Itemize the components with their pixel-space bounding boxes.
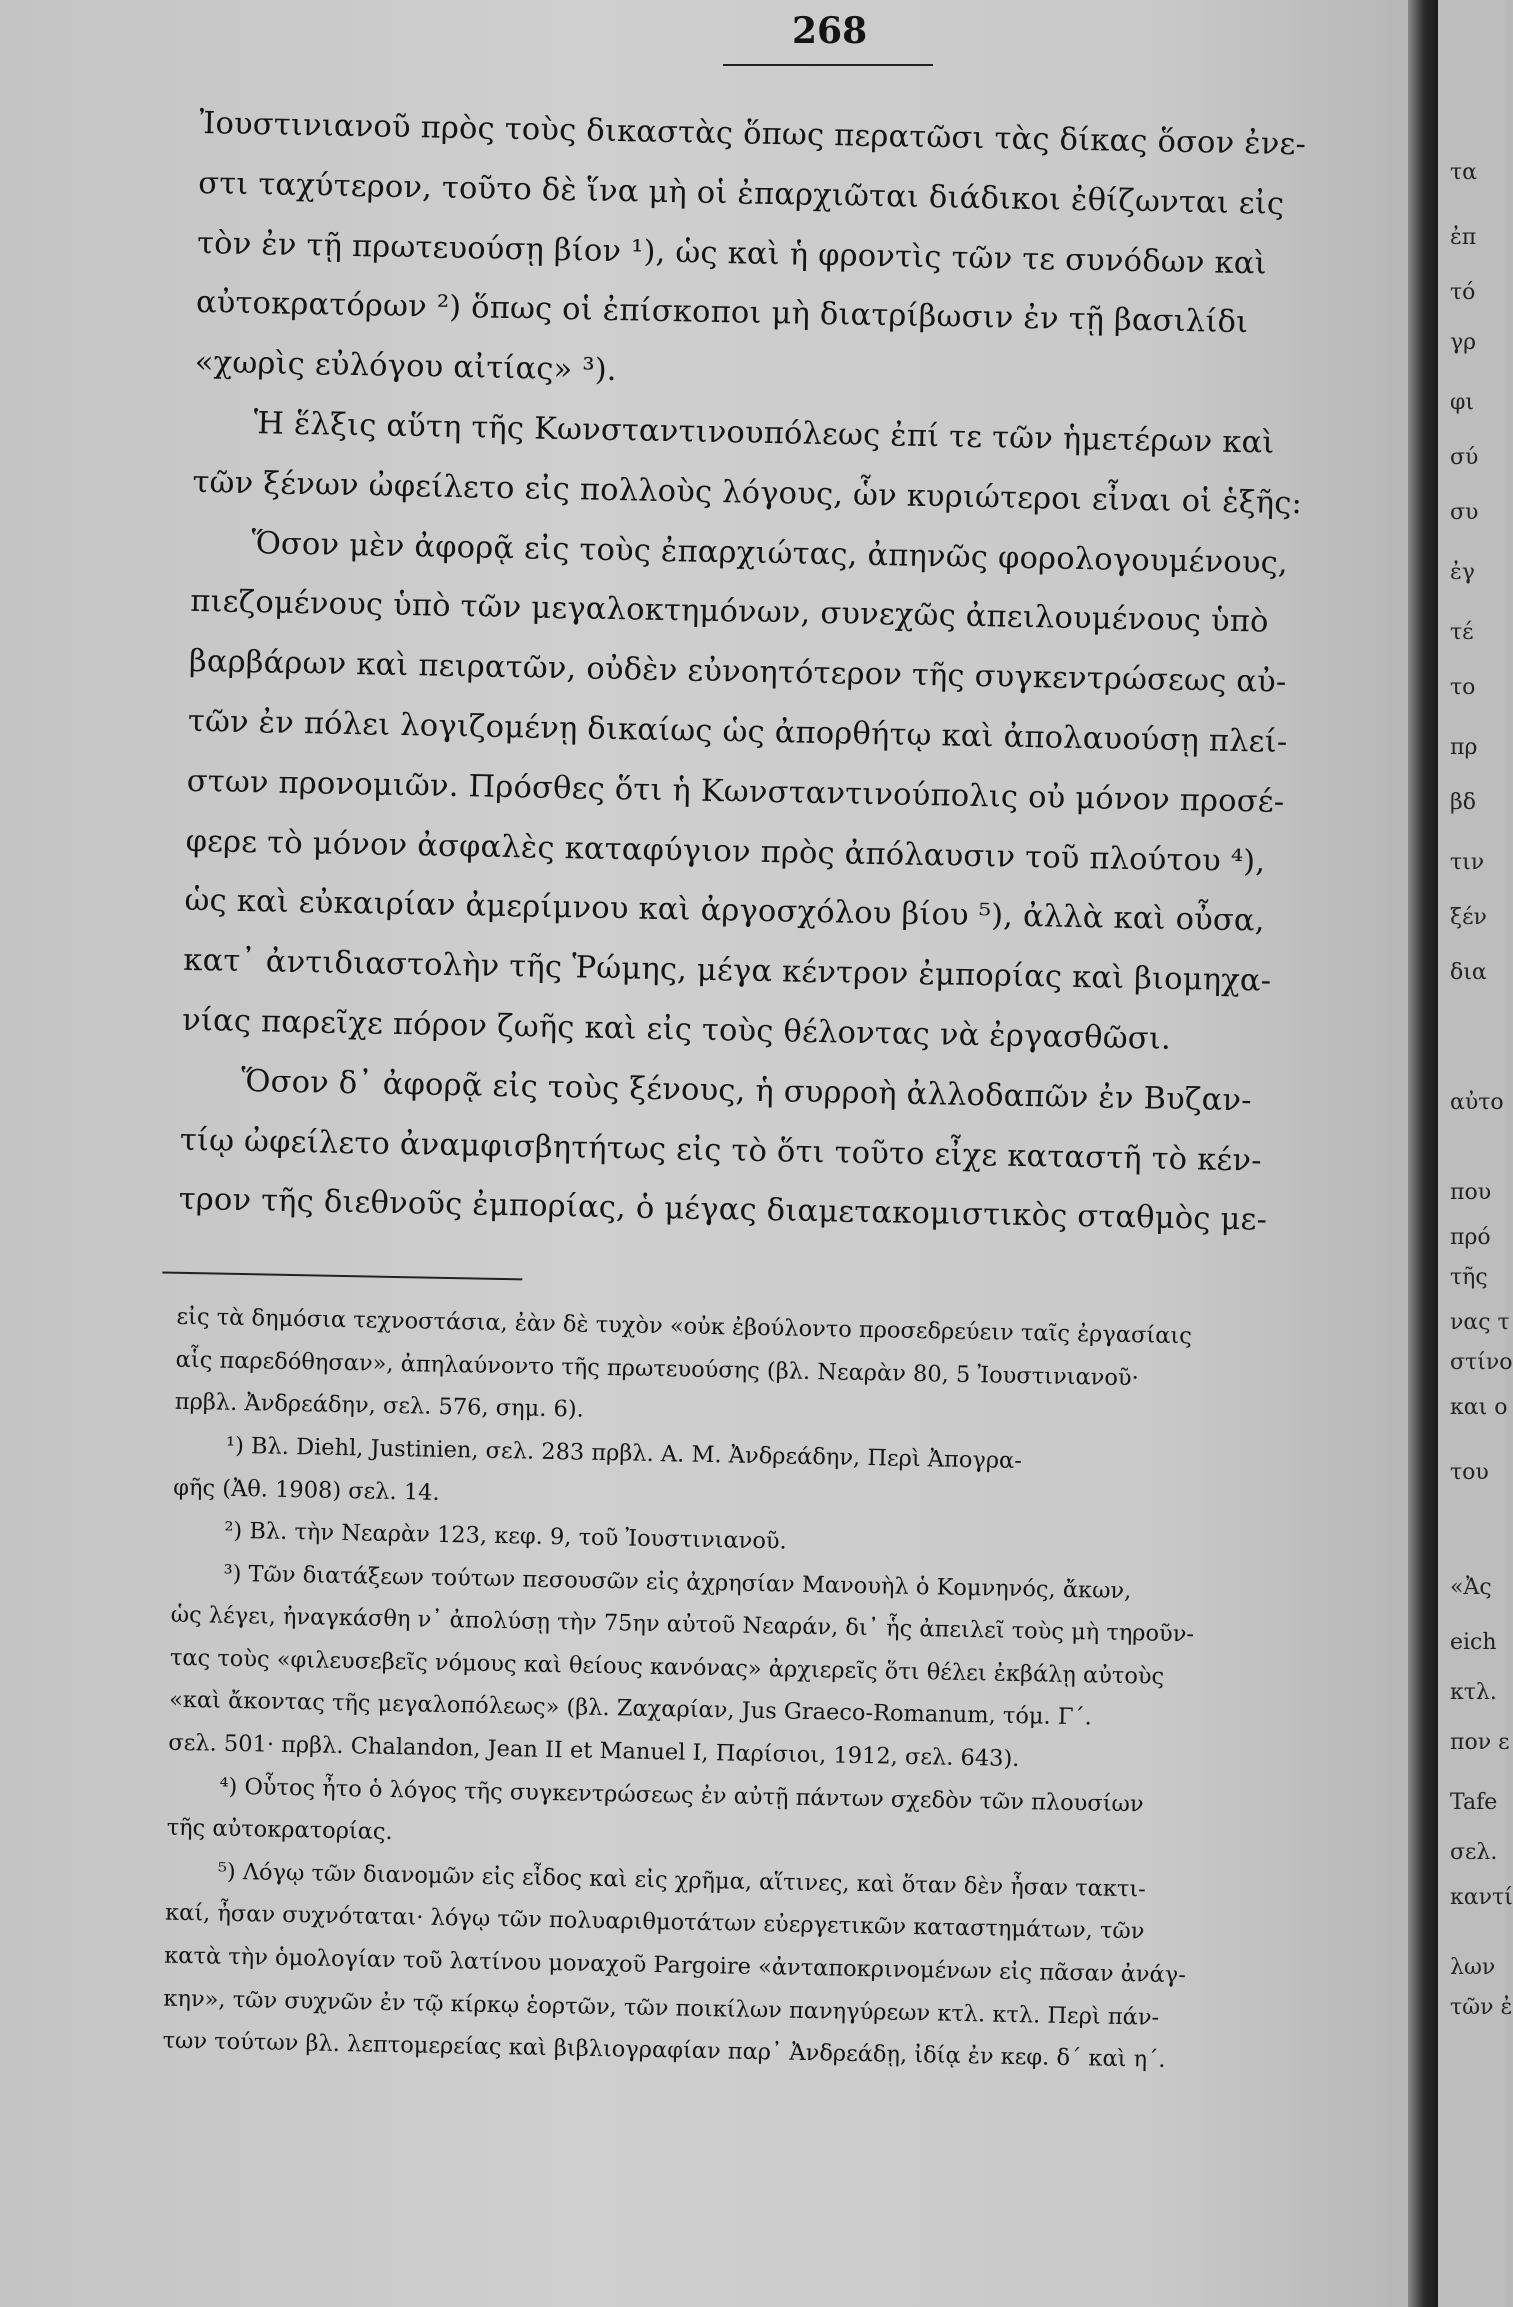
facing-page-fragment: σελ. <box>1450 1840 1498 1865</box>
footnote-line: ⁴) Οὗτος ἦτο ὁ λόγος τῆς συγκεντρώσεως ἐν αὐτῇ πάντων σχεδὸν τῶν πλουσίων <box>219 1773 1144 1818</box>
footnote-line: εἰς τὰ δημόσια τεχνοστάσια, ἐὰν δὲ τυχὸν «οὐκ ἐβούλοντο προσεδρεύειν ταῖς ἐργασίαις <box>176 1303 1193 1350</box>
body-line: νίας παρεῖχε πόρον ζωῆς καὶ εἰς τοὺς θέλοντας νὰ ἐργασθῶσι. <box>181 1002 1172 1057</box>
book-binding-gutter <box>1408 0 1438 2307</box>
footnote-line: ³) Τῶν διατάξεων τούτων πεσουσῶν εἰς ἀχρησίαν Μανουὴλ ὁ Κομνηνός, ἄκων, <box>223 1560 1132 1604</box>
footnote-line: τας τοὺς «φιλευσεβεῖς νόμους καὶ θείους κανόνας» ἀρχιερεῖς ὅτι θέλει ἐκβάλῃ αὐτοὺς <box>169 1644 1165 1690</box>
facing-page-fragment: Tafe <box>1450 1790 1498 1815</box>
footnote-line: καί, ἦσαν συχνόταται· λόγῳ τῶν πολυαριθμοτάτων εὐεργετικῶν καταστημάτων, τῶν <box>164 1900 1145 1945</box>
body-line: Ὅσον μὲν ἀφορᾷ εἰς τοὺς ἐπαρχιώτας, ἀπηνῶς φορολογουμένους, <box>251 525 1289 581</box>
footnote-line: ²) Βλ. τὴν Νεαρὰν 123, κεφ. 9, τοῦ Ἰουστινιανοῦ. <box>224 1517 787 1555</box>
facing-page-fragment: τό <box>1450 280 1476 305</box>
facing-page-fragment: ἐγ <box>1450 560 1475 585</box>
body-line: «χωρὶς εὐλόγου αἰτίας» ³). <box>194 345 618 389</box>
body-line: αὐτοκρατόρων ²) ὅπως οἱ ἐπίσκοποι μὴ διατρίβωσιν ἐν τῇ βασιλίδι <box>195 285 1249 341</box>
facing-page-fragment: τῶν ἐ <box>1450 1995 1513 2020</box>
footnote-rule <box>162 1272 522 1281</box>
body-line: Ἡ ἕλξις αὕτη τῆς Κωνσταντινουπόλεως ἐπί τε τῶν ἡμετέρων καὶ <box>253 406 1275 461</box>
facing-page-fragment: πρό <box>1450 1225 1491 1250</box>
body-line: τρον τῆς διεθνοῦς ἐμπορίας, ὁ μέγας διαμετακομιστικὸς σταθμὸς με- <box>178 1182 1268 1239</box>
body-line: ὡς καὶ εὐκαιρίαν ἀμερίμνου καὶ ἀργοσχόλου βίου ⁵), ἀλλὰ καὶ οὖσα, <box>184 883 1265 939</box>
facing-page-fragment: λων <box>1450 1955 1496 1980</box>
footnotes <box>162 1272 1377 2086</box>
facing-page-fragment: σύ <box>1450 445 1479 470</box>
body-text <box>178 94 1400 1253</box>
facing-page-fragment: καντί <box>1450 1885 1513 1910</box>
body-line: τίῳ ὠφείλετο ἀναμφισβητήτως εἰς τὸ ὅτι τοῦτο εἶχε καταστῆ τὸ κέν- <box>179 1122 1263 1179</box>
footnote-line: φῆς (Ἀθ. 1908) σελ. 14. <box>172 1474 440 1506</box>
body-line: κατ᾿ ἀντιδιαστολὴν τῆς Ῥώμης, μέγα κέντρον ἐμπορίας καὶ βιομηχα- <box>183 942 1272 999</box>
footnote-line: ⁵) Λόγῳ τῶν διανομῶν εἰς εἶδος καὶ εἰς χρῆμα, αἵτινες, καὶ ὅταν δὲν ἦσαν τακτι- <box>217 1858 1147 1903</box>
facing-page-fragment: και ο <box>1450 1395 1508 1420</box>
footnote-line: πρβλ. Ἀνδρεάδην, σελ. 576, σημ. 6). <box>174 1389 585 1423</box>
facing-page-edge <box>1438 0 1513 2307</box>
facing-page-fragment: το <box>1450 675 1476 700</box>
body-line: στων προνομιῶν. Πρόσθες ὅτι ἡ Κωνσταντινούπολις οὐ μόνον προσέ- <box>186 763 1285 820</box>
facing-page-fragment: ἐπ <box>1450 225 1477 250</box>
facing-page-fragment: πρ <box>1450 735 1478 760</box>
page-number-rule <box>723 64 933 66</box>
page-number: 268 <box>792 10 868 52</box>
footnote-line: των τούτων βλ. λεπτομερείας καὶ βιβλιογραφίαν παρ᾿ Ἀνδρεάδῃ, ἰδίᾳ ἐν κεφ. δ´ καὶ η´. <box>162 2027 1166 2074</box>
page-content <box>162 94 1400 2086</box>
body-line: φερε τὸ μόνον ἀσφαλὲς καταφύγιον πρὸς ἀπόλαυσιν τοῦ πλούτου ⁴), <box>185 823 1266 880</box>
facing-page-fragment: αὐτο <box>1450 1090 1504 1115</box>
facing-page-fragment: eich <box>1450 1630 1497 1655</box>
body-line: στι ταχύτερον, τοῦτο δὲ ἵνα μὴ οἱ ἐπαρχιῶται διάδικοι ἐθίζωνται εἰς <box>197 165 1285 222</box>
footnote-line: «καὶ ἄκοντας τῆς μεγαλοπόλεως» (βλ. Ζαχαρίαν, Jus Graeco-Romanum, τόμ. Γ´. <box>168 1687 1093 1731</box>
facing-page-fragment: κτλ. <box>1450 1680 1497 1705</box>
facing-page-fragment: τιν <box>1450 850 1485 875</box>
footnote-lines <box>162 1296 1376 2086</box>
footnote-line: αἷς παρεδόθησαν», ἀπηλαύνοντο τῆς πρωτευούσης (βλ. Νεαρὰν 80, 5 Ἰουστινιανοῦ· <box>175 1346 1139 1391</box>
body-line: τὸν ἐν τῇ πρωτευούσῃ βίον ¹), ὡς καὶ ἡ φροντὶς τῶν τε συνόδων καὶ <box>196 225 1268 282</box>
facing-page-fragment: συ <box>1450 500 1479 525</box>
facing-page-fragment: πον ε <box>1450 1730 1510 1755</box>
body-line: πιεζομένους ὑπὸ τῶν μεγαλοκτημόνων, συνεχῶς ἀπειλουμένους ὑπὸ <box>189 584 1269 640</box>
facing-page-fragment: γρ <box>1450 330 1477 355</box>
footnote-line: κατὰ τὴν ὁμολογίαν τοῦ λατίνου μοναχοῦ Pargoire «ἀνταποκρινομένων εἰς πᾶσαν ἀνάγ- <box>164 1942 1187 1989</box>
facing-page-fragment: νας τ <box>1450 1310 1510 1335</box>
body-line: τῶν ἐν πόλει λογιζομένῃ δικαίως ὡς ἀπορθήτῳ καὶ ἀπολαυούσῃ πλεί- <box>187 703 1288 760</box>
facing-page-fragment: που <box>1450 1180 1492 1205</box>
facing-page-fragment: «Ἀς <box>1450 1575 1492 1600</box>
body-line: Ὅσον δ᾿ ἀφορᾷ εἰς τοὺς ξένους, ἡ συρροὴ ἀλλοδαπῶν ἐν Βυζαν- <box>240 1063 1253 1119</box>
facing-page-fragment: τέ <box>1450 620 1474 645</box>
body-line: βαρβάρων καὶ πειρατῶν, οὐδὲν εὐνοητότερον τῆς συγκεντρώσεως αὐ- <box>188 644 1287 701</box>
footnote-line: ¹) Βλ. Diehl, Justinien, σελ. 283 πρβλ. Α. Μ. Ἀνδρεάδην, Περὶ Ἀπογρα- <box>225 1432 1023 1474</box>
footnote-line: ὡς λέγει, ἠναγκάσθη ν᾿ ἀπολύσῃ τὴν 75ην αὐτοῦ Νεαράν, δι᾿ ἧς ἀπειλεῖ τοὺς μὴ τηροῦν- <box>170 1602 1195 1648</box>
footnote-line: τῆς αὐτοκρατορίας. <box>166 1814 393 1846</box>
facing-page-fragment: στίνο <box>1450 1350 1513 1375</box>
facing-page-fragment: του <box>1450 1460 1489 1485</box>
facing-page-fragment: τα <box>1450 160 1478 185</box>
facing-page-fragment: βδ <box>1450 790 1476 815</box>
footnote-line: κην», τῶν συχνῶν ἐν τῷ κίρκῳ ἑορτῶν, τῶν ποικίλων πανηγύρεων κτλ. κτλ. Περὶ πάν- <box>163 1985 1160 2031</box>
facing-page-fragment: τῆς <box>1450 1265 1488 1290</box>
facing-page-fragment: ξέν <box>1450 905 1487 930</box>
body-line: τῶν ξένων ὠφείλετο εἰς πολλοὺς λόγους, ὧν κυριώτεροι εἶναι οἱ ἑξῆς: <box>192 464 1303 522</box>
footnote-line: σελ. 501· πρβλ. Chalandon, Jean II et Manuel I, Παρίσιοι, 1912, σελ. 643). <box>168 1729 1020 1773</box>
facing-page-fragment: δια <box>1450 960 1487 985</box>
body-line: Ἰουστινιανοῦ πρὸς τοὺς δικαστὰς ὅπως περατῶσι τὰς δίκας ὅσον ἐνε- <box>199 105 1307 163</box>
facing-page-fragment: φι <box>1450 390 1475 415</box>
